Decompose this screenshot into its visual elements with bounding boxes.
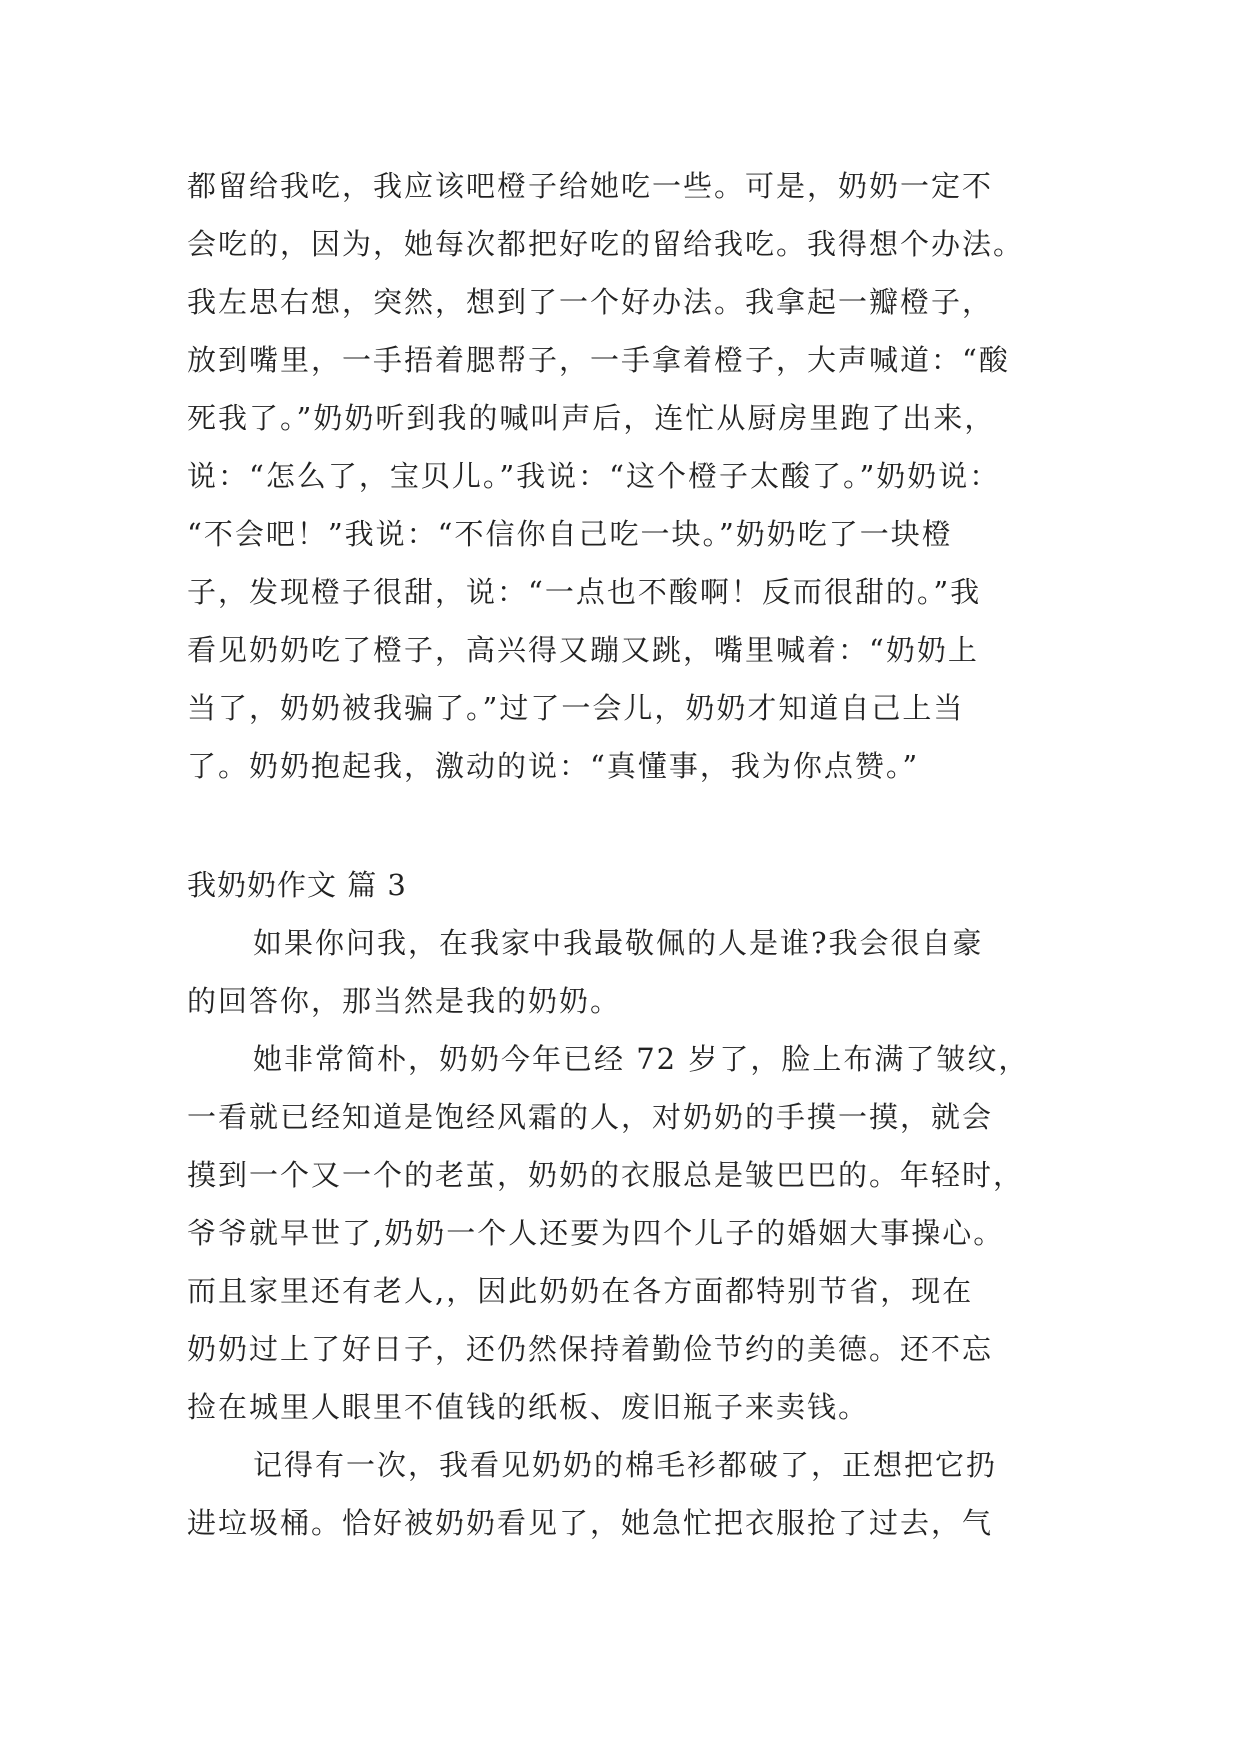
section-heading: 我奶奶作文 篇 3	[187, 868, 407, 902]
text-line: 都留给我吃，我应该吧橙子给她吃一些。可是，奶奶一定不	[187, 169, 994, 203]
paragraph-3	[187, 1436, 1057, 1552]
text-line: “不会吧！”我说：“不信你自己吃一块。”奶奶吃了一块橙	[187, 517, 953, 551]
text-line: 而且家里还有老人,，因此奶奶在各方面都特别节省，现在	[187, 1274, 974, 1308]
text-line: 进垃圾桶。恰好被奶奶看见了，她急忙把衣服抢了过去，气	[187, 1506, 994, 1540]
text-line: 当了，奶奶被我骗了。”过了一会儿，奶奶才知道自己上当	[187, 691, 965, 725]
text-line: 我左思右想，突然，想到了一个好办法。我拿起一瓣橙子，	[187, 285, 994, 319]
text-line: 了。奶奶抱起我，激动的说：“真懂事，我为你点赞。”	[187, 749, 920, 783]
text-line: 如果你问我，在我家中我最敬佩的人是谁?我会很自豪	[253, 926, 984, 960]
text-line: 子，发现橙子很甜，说：“一点也不酸啊！反而很甜的。”我	[187, 575, 982, 609]
text-line: 的回答你，那当然是我的奶奶。	[187, 984, 622, 1018]
text-line: 说：“怎么了，宝贝儿。”我说：“这个橙子太酸了。”奶奶说：	[187, 459, 1001, 493]
text-line: 放到嘴里，一手捂着腮帮子，一手拿着橙子，大声喊道：“酸	[187, 343, 1010, 377]
text-line: 奶奶过上了好日子，还仍然保持着勤俭节约的美德。还不忘	[187, 1332, 994, 1366]
continuation-paragraph	[187, 157, 1057, 795]
text-line: 记得有一次，我看见奶奶的棉毛衫都破了，正想把它扔	[253, 1448, 998, 1482]
paragraph-1	[187, 914, 1057, 1030]
text-line: 捡在城里人眼里不值钱的纸板、废旧瓶子来卖钱。	[187, 1390, 870, 1424]
text-line: 摸到一个又一个的老茧，奶奶的衣服总是皱巴巴的。年轻时，	[187, 1158, 1025, 1192]
text-line: 爷爷就早世了,奶奶一个人还要为四个儿子的婚姻大事操心。	[187, 1216, 1005, 1250]
text-line: 看见奶奶吃了橙子，高兴得又蹦又跳，嘴里喊着：“奶奶上	[187, 633, 979, 667]
text-line: 会吃的，因为，她每次都把好吃的留给我吃。我得想个办法。	[187, 227, 1025, 261]
text-line: 她非常简朴，奶奶今年已经 72 岁了，脸上布满了皱纹，	[253, 1042, 1030, 1076]
text-line: 一看就已经知道是饱经风霜的人，对奶奶的手摸一摸，就会	[187, 1100, 994, 1134]
section-body	[187, 914, 1057, 1552]
text-line: 死我了。”奶奶听到我的喊叫声后，连忙从厨房里跑了出来，	[187, 401, 996, 435]
paragraph-2	[187, 1030, 1057, 1436]
